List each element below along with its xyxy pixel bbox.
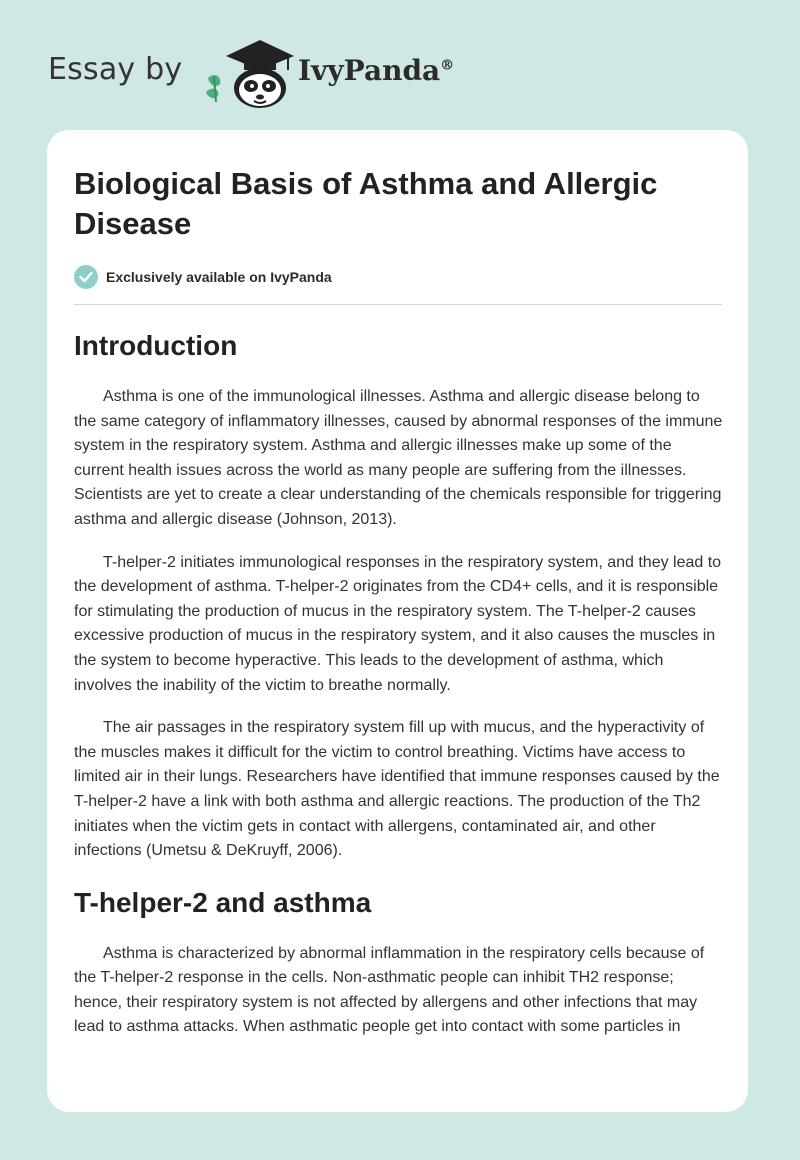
brand-name[interactable]: IvyPanda®	[298, 54, 455, 87]
title-divider	[74, 304, 722, 305]
brand-header	[48, 32, 508, 108]
paragraph: T-helper-2 initiates immunological responses in the respiratory system, and they lead to the development of asthma. T-helper-2 originates from the CD4+ cells, and it is responsible for stimulating the production of mucus in the respiratory system. The T-helper-2 causes excessive production of mucus in the respiratory system, and it also causes the muscles in the system to become hyperactive. This leads to the development of asthma, which involves the inability of the victim to breathe normally.	[74, 553, 722, 694]
paragraph: Asthma is characterized by abnormal inflammation in the respiratory cells because of the T-helper-2 response in the cells. Non-asthmatic people can inhibit TH2 response; hence, their respiratory system is not affected by allergens and other infections that may lead to asthma attacks. When asthmatic people get into contact with some particles in	[74, 944, 705, 1036]
section-heading-t-helper-2: T-helper-2 and asthma	[74, 886, 372, 918]
essay-title: Biological Basis of Asthma and Allergic Disease	[74, 166, 658, 241]
section-heading-introduction: Introduction	[74, 330, 238, 361]
essay-card	[47, 130, 748, 1112]
panda-logo-icon[interactable]	[204, 36, 296, 110]
exclusive-badge	[74, 264, 722, 290]
check-circle-icon	[74, 265, 98, 289]
paragraph: Asthma is one of the immunological illnesses. Asthma and allergic disease belong to the same category of inflammatory illnesses, caused by abnormal responses of the immune system in the respiratory system. Asthma and allergic illnesses make up some of the current health issues across the world as many people are suffering from the illnesses. Scientists are yet to create a clear understanding of the chemicals responsible for triggering asthma and allergic disease (Johnson, 2013).	[74, 388, 723, 528]
paragraph: The air passages in the respiratory system fill up with mucus, and the hyperactivity of the muscles makes it difficult for the victim to control breathing. Victims have access to limited air in their lungs. Researchers have identified that immune responses caused by the T-helper-2 have a link with both asthma and allergic reactions. The production of the Th2 initiates when the victim gets in contact with allergens, contaminated air, and other infections (Umetsu & DeKruyff, 2006).	[74, 719, 720, 860]
badge-text: Exclusively available on IvyPanda	[106, 269, 332, 285]
brand-prefix: Essay by	[48, 52, 183, 87]
